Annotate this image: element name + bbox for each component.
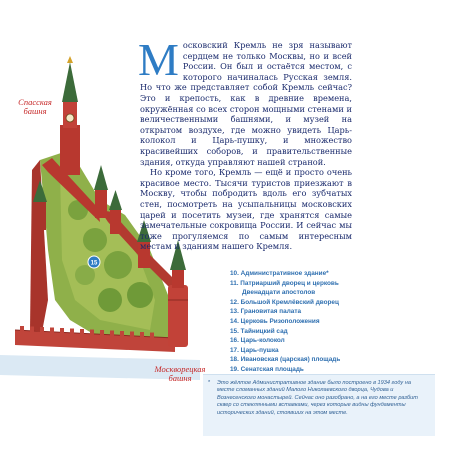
list-item: 15. Тайницкий сад: [230, 327, 288, 335]
moskvoretskaya-tower: [168, 240, 188, 347]
list-item: 13. Грановитая палата: [230, 308, 302, 316]
list-item: 19. Сенатская площадь: [230, 365, 304, 373]
intro-text: [138, 34, 352, 252]
landmark-list: [230, 269, 340, 375]
list-item: 11. Патриарший дворец и церковь: [230, 279, 339, 287]
moskvoretskaya-label: Москворецкая башня: [154, 364, 206, 383]
list-item: 18. Ивановская (царская) площадь: [230, 356, 341, 364]
small-tower-1: [94, 165, 108, 218]
spasskaya-label: Спасская башня: [18, 97, 52, 116]
marker-15-label: 15: [90, 260, 98, 267]
spasskaya-tower: [60, 56, 80, 175]
list-item: 12. Большой Кремлёвский дворец: [230, 298, 339, 306]
intro-paragraph-2: Но кроме того, Кремль — ещё и просто очень красивое место. Тысячи туристов приезжают в Москву, чтобы побродить вдоль его зубчатых стен, посмотреть на усыпальницы московских царей и посетить музеи, где хранятся самые замечательные сокровища России. И сейчас мы тоже прогуляемся по самым интересным местам и зданиям нашего Кремля.: [140, 167, 352, 252]
footnote: [203, 374, 435, 436]
list-item: Двенадцати апостолов: [242, 289, 316, 297]
list-item: 10. Административное здание*: [230, 270, 329, 277]
list-item: 14. Церковь Ризоположения: [230, 317, 320, 325]
footnote-star: *: [208, 380, 211, 386]
list-item: 17. Царь-пушка: [230, 346, 279, 354]
dropcap: М: [138, 34, 179, 85]
footnote-text: Это жёлтое Административное здание было построено в 1934 году на месте сломанных зданий Малого Николаевского дворца, Чудова и Вознесенского монастырей. Сейчас оно разобрано, а на его месте разбит сквер со стеклянными вставками, через которые видны фундаменты исторических зданий, стоявших на этом месте.: [217, 380, 418, 416]
small-tower-2: [109, 190, 122, 234]
list-item: 16. Царь-колокол: [230, 337, 285, 345]
intro-paragraph-1: осковский Кремль не зря называют сердцем не только Москвы, но и всей России. Он был и остаётся местом, с которого начиналась Русская земля. Но что же представляет собой Кремль сейчас? Это и крепость, как в древние времена, окружённая со всех сторон мощными стенами и величественными башнями, и музей на открытом воздухе, где можно увидеть Царь-колокол и Царь-пушку, и множество красивейших соборов, и правительственные здания, откуда управляют нашей страной.: [140, 40, 352, 167]
